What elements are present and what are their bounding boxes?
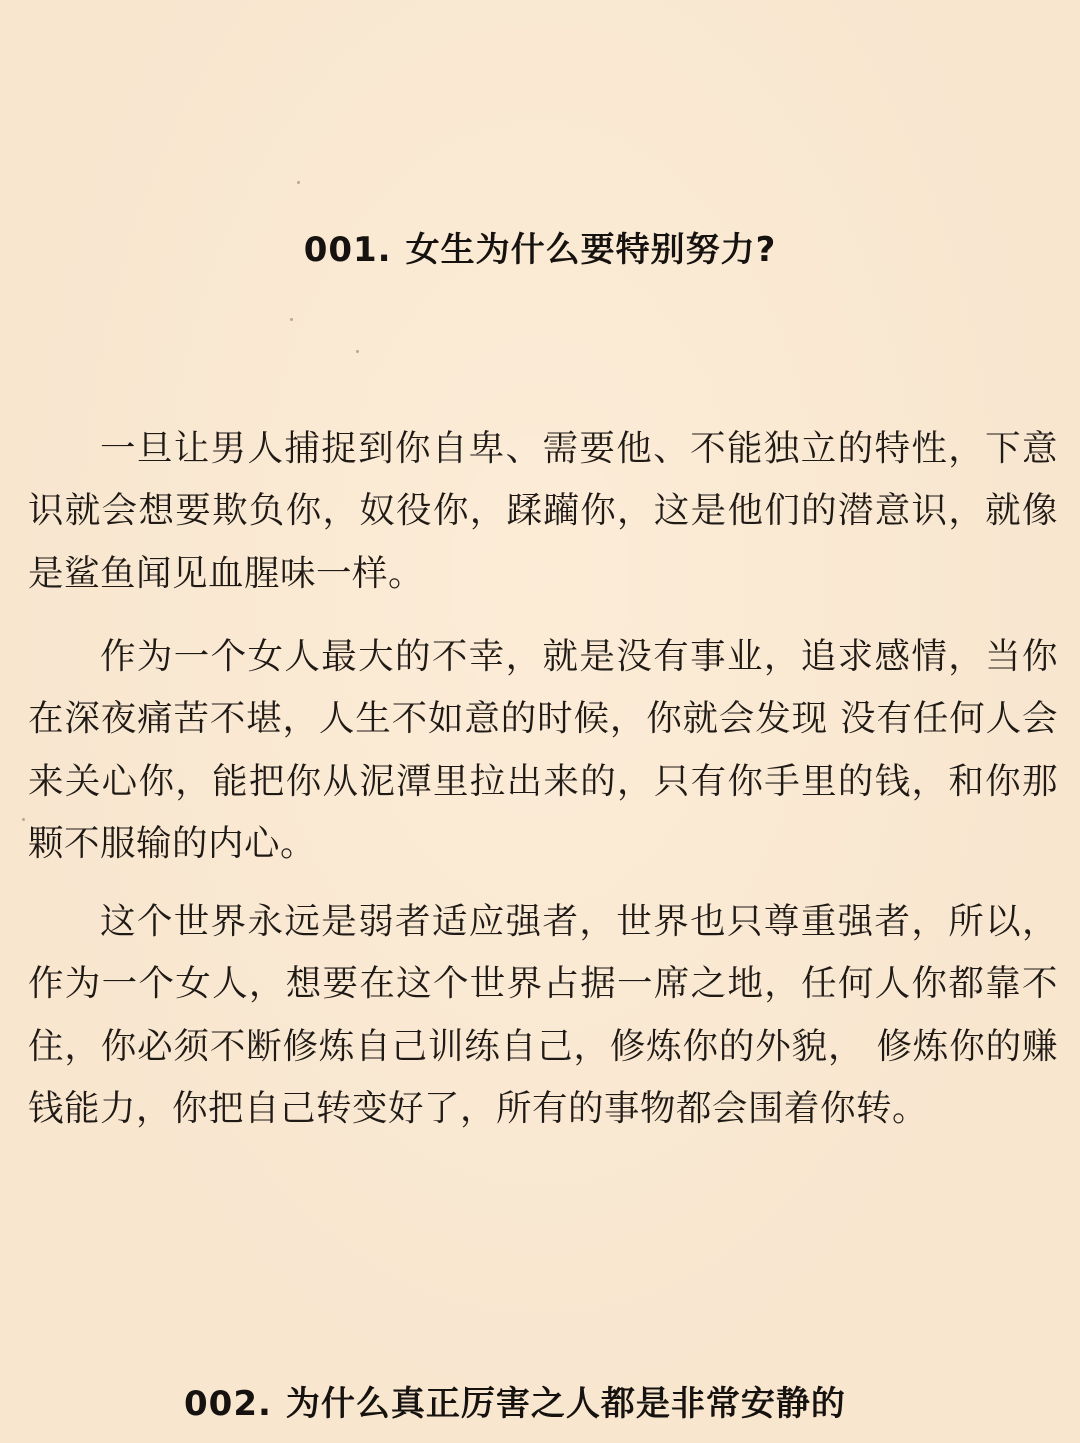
section-heading-002 [184,1376,846,1425]
body-paragraph-1: 一旦让男人捕捉到你自卑、需要他、不能独立的特性，下意识就会想要欺负你，奴役你，蹂躏你，这是他们的潜意识，就像是鲨鱼闻见血腥味一样。 [28,427,1058,594]
paper-speck [290,318,293,321]
section-title: 为什么真正厉害之人都是非常安静的 [285,1384,846,1424]
section-heading-001 [0,222,1080,271]
body-paragraph-3: 这个世界永远是弱者适应强者，世界也只尊重强者，所以，作为一个女人，想要在这个世界占据一席之地，任何人你都靠不住，你必须不断修炼自己训练自己，修炼你的外貌， 修炼你的赚钱能力，你把自己转变好了，所有的事物都会围着你转。 [28,900,1058,1129]
section-number: 002. [184,1384,272,1424]
section-number: 001. [303,230,392,270]
section-title: 女生为什么要特别努力? [405,230,777,270]
paper-speck [356,350,359,353]
paper-speck [22,818,25,821]
body-paragraph-2: 作为一个女人最大的不幸，就是没有事业，追求感情，当你在深夜痛苦不堪，人生不如意的时候，你就会发现 没有任何人会来关心你，能把你从泥潭里拉出来的，只有你手里的钱，和你那颗不服输的内心。 [28,635,1058,864]
paper-speck [297,181,300,184]
